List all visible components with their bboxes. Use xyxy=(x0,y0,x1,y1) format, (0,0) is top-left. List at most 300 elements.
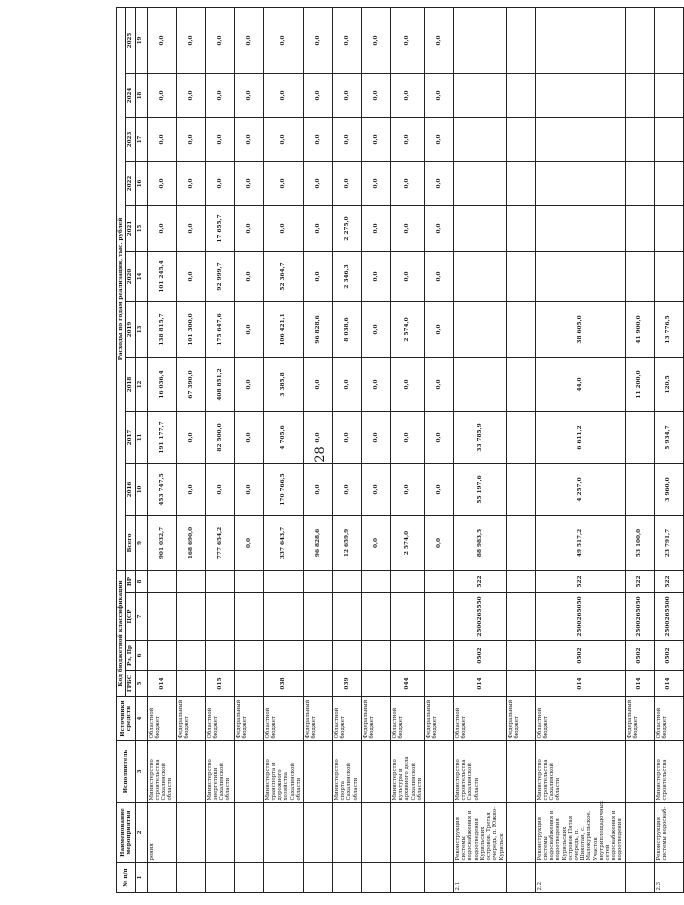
cell-name xyxy=(391,803,425,863)
cell-amount-2018: 120,5 xyxy=(654,357,683,411)
table-row xyxy=(391,7,425,892)
header-year-col: 2021 xyxy=(126,205,135,251)
cell-amount-2020: 0,0 xyxy=(234,251,263,301)
cell-amount-2022: 0,0 xyxy=(333,161,362,205)
cell-executor: Министерство строительства Сахалинской области xyxy=(454,741,507,803)
cell-rzpr xyxy=(425,641,454,671)
table-row xyxy=(654,7,683,892)
cell-no xyxy=(147,863,176,893)
cell-no xyxy=(205,863,234,893)
header-year-col: 2024 xyxy=(126,73,135,117)
cell-executor xyxy=(234,741,263,803)
cell-amount-2025: 0,0 xyxy=(234,7,263,73)
cell-rzpr: 0502 xyxy=(654,641,683,671)
cell-executor: Министерство строительства Сахалинской области xyxy=(147,741,176,803)
cell-amount-2019: 2 574,0 xyxy=(391,301,425,357)
cell-executor xyxy=(425,741,454,803)
cell-amount-2024: 0,0 xyxy=(176,73,205,117)
header-year-col: 2017 xyxy=(126,411,135,463)
cell-grbs xyxy=(506,671,535,697)
budget-table xyxy=(116,7,684,893)
cell-amount-2016: 4 257,0 xyxy=(535,463,625,515)
cell-amount-2025 xyxy=(506,7,535,73)
cell-amount-2024: 0,0 xyxy=(391,73,425,117)
cell-amount-2023: 0,0 xyxy=(425,117,454,161)
header-year-col: 2025 xyxy=(126,7,135,73)
cell-name: Реконструкция системы водоснабжения и водоотведения Курильских островов. Третья очередь, п. Южно-Курильск xyxy=(454,803,507,863)
cell-amount-2021 xyxy=(654,205,683,251)
cell-amount-2017: 191 177,7 xyxy=(147,411,176,463)
cell-amount-2022: 0,0 xyxy=(205,161,234,205)
table-row xyxy=(425,7,454,892)
cell-amount-2024 xyxy=(625,73,654,117)
cell-source: Областной бюджет xyxy=(205,697,234,741)
cell-no: 2.2 xyxy=(535,863,625,893)
cell-vr xyxy=(391,570,425,592)
cell-amount-2019: 0,0 xyxy=(234,301,263,357)
cell-amount-2019 xyxy=(506,301,535,357)
page-number: 28 xyxy=(312,446,328,463)
cell-amount-2022: 0,0 xyxy=(234,161,263,205)
cell-amount-2016: 170 766,5 xyxy=(263,463,303,515)
cell-no xyxy=(362,863,391,893)
column-index-cell: 15 xyxy=(135,205,147,251)
cell-amount-2017: 5 934,7 xyxy=(654,411,683,463)
table-row xyxy=(205,7,234,892)
cell-amount-2022: 0,0 xyxy=(263,161,303,205)
cell-amount-2016 xyxy=(506,463,535,515)
cell-amount-2025: 0,0 xyxy=(362,7,391,73)
cell-grbs: 014 xyxy=(454,671,507,697)
cell-grbs: 014 xyxy=(654,671,683,697)
cell-vr xyxy=(263,570,303,592)
cell-csr xyxy=(263,593,303,641)
cell-amount-2023: 0,0 xyxy=(362,117,391,161)
cell-csr xyxy=(391,593,425,641)
cell-name: Реконструкция системы водоснабжения и водоотведения Курильских островов Пятая очередь, п. Шикотан, с. Малокурильское. Участок внутриплощадочных сетей водоснабжения и водоотведения xyxy=(536,801,624,861)
cell-csr xyxy=(205,593,234,641)
cell-grbs: 014 xyxy=(625,671,654,697)
cell-amount-2024: 0,0 xyxy=(234,73,263,117)
cell-amount-2019: 8 038,6 xyxy=(333,301,362,357)
cell-amount-2024: 0,0 xyxy=(425,73,454,117)
cell-amount-2022: 0,0 xyxy=(176,161,205,205)
cell-rzpr xyxy=(391,641,425,671)
cell-amount-2016: 3 960,0 xyxy=(654,463,683,515)
cell-rzpr: 0502 xyxy=(535,641,625,671)
cell-vr xyxy=(205,570,234,592)
cell-vr xyxy=(234,570,263,592)
column-index-cell: 12 xyxy=(135,357,147,411)
table-row xyxy=(333,7,362,892)
cell-amount-2018: 0,0 xyxy=(391,357,425,411)
column-index-cell: 19 xyxy=(135,7,147,73)
cell-rzpr xyxy=(234,641,263,671)
table-body xyxy=(147,7,683,892)
cell-amount-2019 xyxy=(454,301,507,357)
cell-name xyxy=(263,803,303,863)
cell-csr xyxy=(176,593,205,641)
cell-amount-2025 xyxy=(454,7,507,73)
cell-amount-2021 xyxy=(535,205,625,251)
cell-grbs: 015 xyxy=(205,671,234,697)
table-row xyxy=(362,7,391,892)
cell-amount-2024 xyxy=(506,73,535,117)
cell-csr xyxy=(234,593,263,641)
cell-source: Областной бюджет xyxy=(454,697,507,741)
cell-amount-2020: 0,0 xyxy=(304,251,333,301)
header-kbk-col: ГРБС xyxy=(126,671,135,697)
cell-name: Реконструкция системы водоснаб- xyxy=(654,803,683,863)
cell-amount-2017: 0,0 xyxy=(304,411,333,463)
cell-amount-2018: 67 390,0 xyxy=(176,357,205,411)
cell-amount-2022 xyxy=(654,161,683,205)
cell-amount-2017: 0,0 xyxy=(234,411,263,463)
cell-executor: Министерство строительства xyxy=(654,741,683,803)
cell-vr xyxy=(506,570,535,592)
column-index-cell: 5 xyxy=(135,671,147,697)
cell-grbs xyxy=(425,671,454,697)
cell-amount-2021: 17 655,7 xyxy=(205,205,234,251)
cell-grbs: 044 xyxy=(391,671,425,697)
header-source: Источники средств xyxy=(117,697,136,741)
header-year-col: 2018 xyxy=(126,357,135,411)
cell-amount-2017: 0,0 xyxy=(333,411,362,463)
cell-amount-2021: 0,0 xyxy=(304,205,333,251)
cell-amount-2020 xyxy=(654,251,683,301)
header-expense-group: Расходы по годам реализации, тыс. рублей xyxy=(117,7,126,570)
cell-amount-Всего: 96 828,6 xyxy=(304,515,333,570)
cell-vr xyxy=(304,570,333,592)
cell-name xyxy=(234,803,263,863)
cell-amount-2021: 0,0 xyxy=(234,205,263,251)
column-index-cell: 1 xyxy=(135,863,147,893)
cell-amount-2024: 0,0 xyxy=(362,73,391,117)
cell-amount-2016: 453 747,5 xyxy=(147,463,176,515)
cell-amount-2024: 0,0 xyxy=(205,73,234,117)
cell-amount-2022 xyxy=(535,161,625,205)
cell-amount-Всего: 12 659,9 xyxy=(333,515,362,570)
cell-executor xyxy=(176,741,205,803)
cell-amount-2025: 0,0 xyxy=(425,7,454,73)
cell-name: рения xyxy=(147,803,176,863)
column-index-cell: 8 xyxy=(135,570,147,592)
cell-csr: 2500265050 xyxy=(535,593,625,641)
cell-vr xyxy=(176,570,205,592)
cell-amount-2021 xyxy=(506,205,535,251)
cell-amount-2025: 0,0 xyxy=(304,7,333,73)
header-year-col: Всего xyxy=(126,515,135,570)
cell-amount-2023: 0,0 xyxy=(304,117,333,161)
cell-amount-2023: 0,0 xyxy=(147,117,176,161)
cell-no: 2.1 xyxy=(454,863,507,893)
cell-amount-Всего: 49 517,2 xyxy=(535,515,625,570)
cell-amount-2023 xyxy=(454,117,507,161)
cell-source: Федеральный бюджет xyxy=(625,697,654,741)
cell-source: Областной бюджет xyxy=(535,697,625,741)
cell-vr: 522 xyxy=(625,570,654,592)
cell-rzpr: 0502 xyxy=(454,641,507,671)
cell-amount-2021: 0,0 xyxy=(425,205,454,251)
cell-amount-2018: 0,0 xyxy=(304,357,333,411)
cell-amount-2017 xyxy=(506,411,535,463)
cell-executor: Министерство спорта Сахалинской области xyxy=(333,741,362,803)
cell-amount-2019: 175 647,6 xyxy=(205,301,234,357)
column-index-cell: 18 xyxy=(135,73,147,117)
column-index-cell: 6 xyxy=(135,641,147,671)
cell-amount-2025: 0,0 xyxy=(391,7,425,73)
column-index-cell: 9 xyxy=(135,515,147,570)
table-row xyxy=(535,7,625,892)
cell-amount-2016: 0,0 xyxy=(304,463,333,515)
cell-name xyxy=(506,803,535,863)
cell-amount-2021: 0,0 xyxy=(362,205,391,251)
cell-amount-Всего: 23 791,7 xyxy=(654,515,683,570)
cell-amount-2023 xyxy=(535,117,625,161)
cell-rzpr xyxy=(147,641,176,671)
cell-amount-2020: 2 346,3 xyxy=(333,251,362,301)
cell-rzpr xyxy=(176,641,205,671)
cell-amount-2019: 0,0 xyxy=(425,301,454,357)
cell-amount-Всего xyxy=(506,515,535,570)
cell-amount-2016: 55 197,6 xyxy=(454,463,507,515)
cell-executor: Министерство транспорта и дорожного хозяйства Сахалинской области xyxy=(263,741,303,803)
cell-amount-2024: 0,0 xyxy=(263,73,303,117)
cell-source: Областной бюджет xyxy=(147,697,176,741)
cell-no: 2.3 xyxy=(654,863,683,893)
header-name: Наименование мероприятия xyxy=(117,803,136,863)
cell-executor: Министерство энергетики Сахалинской области xyxy=(205,741,234,803)
cell-grbs xyxy=(304,671,333,697)
cell-amount-2019: 13 776,5 xyxy=(654,301,683,357)
cell-amount-2020: 0,0 xyxy=(362,251,391,301)
cell-amount-Всего: 777 654,2 xyxy=(205,515,234,570)
cell-csr xyxy=(506,593,535,641)
cell-rzpr xyxy=(506,641,535,671)
cell-amount-2023 xyxy=(625,117,654,161)
cell-amount-2020: 52 364,7 xyxy=(263,251,303,301)
cell-amount-2023: 0,0 xyxy=(176,117,205,161)
cell-amount-2016: 0,0 xyxy=(425,463,454,515)
cell-csr: 2500265050 xyxy=(625,593,654,641)
cell-amount-2016: 0,0 xyxy=(234,463,263,515)
cell-no xyxy=(425,863,454,893)
cell-amount-2017: 82 500,0 xyxy=(205,411,234,463)
cell-rzpr xyxy=(333,641,362,671)
cell-amount-2023: 0,0 xyxy=(391,117,425,161)
cell-rzpr xyxy=(263,641,303,671)
cell-amount-Всего: 0,0 xyxy=(362,515,391,570)
cell-executor: Министерство строительства Сахалинской области xyxy=(535,741,625,803)
header-year-col: 2020 xyxy=(126,251,135,301)
cell-amount-2016: 0,0 xyxy=(391,463,425,515)
cell-no xyxy=(333,863,362,893)
cell-amount-2017: 33 785,9 xyxy=(454,411,507,463)
cell-name xyxy=(333,803,362,863)
cell-amount-2018 xyxy=(506,357,535,411)
cell-amount-Всего: 337 643,7 xyxy=(263,515,303,570)
cell-amount-2022: 0,0 xyxy=(391,161,425,205)
cell-executor: Министерство культуры и архивного дела Сахалинской области xyxy=(391,741,425,803)
cell-rzpr xyxy=(205,641,234,671)
header-kbk-col: Рз, Пр xyxy=(126,641,135,671)
cell-amount-2021: 0,0 xyxy=(147,205,176,251)
cell-amount-2024: 0,0 xyxy=(304,73,333,117)
cell-no xyxy=(234,863,263,893)
cell-vr xyxy=(362,570,391,592)
table-row xyxy=(147,7,176,892)
cell-no xyxy=(304,863,333,893)
cell-amount-2019: 138 815,7 xyxy=(147,301,176,357)
cell-amount-2024: 0,0 xyxy=(333,73,362,117)
cell-amount-2021: 0,0 xyxy=(263,205,303,251)
cell-grbs: 038 xyxy=(263,671,303,697)
cell-executor xyxy=(625,741,654,803)
cell-amount-2019: 38 605,0 xyxy=(535,301,625,357)
cell-rzpr: 0502 xyxy=(625,641,654,671)
table-row xyxy=(506,7,535,892)
cell-amount-2023 xyxy=(506,117,535,161)
cell-no xyxy=(176,863,205,893)
cell-vr xyxy=(147,570,176,592)
cell-amount-2017 xyxy=(625,411,654,463)
cell-amount-2025: 0,0 xyxy=(176,7,205,73)
cell-amount-2020 xyxy=(454,251,507,301)
cell-csr: 2500265550 xyxy=(454,593,507,641)
cell-amount-2019: 106 421,1 xyxy=(263,301,303,357)
cell-amount-2023: 0,0 xyxy=(234,117,263,161)
cell-amount-2019: 41 900,0 xyxy=(625,301,654,357)
cell-amount-2018: 0,0 xyxy=(425,357,454,411)
cell-vr xyxy=(333,570,362,592)
cell-amount-2021: 0,0 xyxy=(176,205,205,251)
cell-amount-Всего: 2 574,0 xyxy=(391,515,425,570)
table-row xyxy=(176,7,205,892)
cell-amount-2023: 0,0 xyxy=(205,117,234,161)
cell-name xyxy=(205,803,234,863)
table-row xyxy=(234,7,263,892)
cell-amount-2022 xyxy=(454,161,507,205)
cell-executor xyxy=(506,741,535,803)
cell-amount-2020: 0,0 xyxy=(425,251,454,301)
column-index-cell: 10 xyxy=(135,463,147,515)
cell-amount-2020: 92 999,7 xyxy=(205,251,234,301)
header-year-col: 2016 xyxy=(126,463,135,515)
column-index-cell: 16 xyxy=(135,161,147,205)
cell-vr: 522 xyxy=(654,570,683,592)
cell-amount-2016: 0,0 xyxy=(205,463,234,515)
cell-source: Федеральный бюджет xyxy=(362,697,391,741)
cell-grbs: 039 xyxy=(333,671,362,697)
cell-name xyxy=(425,803,454,863)
cell-no xyxy=(263,863,303,893)
column-index-cell: 17 xyxy=(135,117,147,161)
cell-amount-2025 xyxy=(625,7,654,73)
cell-amount-2020 xyxy=(506,251,535,301)
cell-grbs xyxy=(234,671,263,697)
cell-amount-Всего: 0,0 xyxy=(425,515,454,570)
cell-amount-2024 xyxy=(535,73,625,117)
column-index-cell: 2 xyxy=(135,803,147,863)
table-row xyxy=(263,7,303,892)
header-year-col: 2022 xyxy=(126,161,135,205)
column-index-cell: 11 xyxy=(135,411,147,463)
cell-grbs xyxy=(362,671,391,697)
cell-amount-2016 xyxy=(625,463,654,515)
cell-amount-2024 xyxy=(454,73,507,117)
cell-amount-2017: 0,0 xyxy=(391,411,425,463)
cell-amount-2017: 0,0 xyxy=(425,411,454,463)
cell-amount-2018: 408 851,2 xyxy=(205,357,234,411)
cell-amount-2020: 101 245,4 xyxy=(147,251,176,301)
cell-amount-2018: 0,0 xyxy=(362,357,391,411)
cell-amount-2025: 0,0 xyxy=(263,7,303,73)
cell-amount-2020: 0,0 xyxy=(391,251,425,301)
cell-vr xyxy=(425,570,454,592)
cell-source: Областной бюджет xyxy=(391,697,425,741)
cell-amount-2016: 0,0 xyxy=(333,463,362,515)
header-executor: Исполнитель xyxy=(117,741,136,803)
cell-amount-2020 xyxy=(625,251,654,301)
cell-amount-2020: 0,0 xyxy=(176,251,205,301)
column-index-cell: 7 xyxy=(135,593,147,641)
cell-amount-2025: 0,0 xyxy=(147,7,176,73)
cell-name xyxy=(362,803,391,863)
cell-amount-2022: 0,0 xyxy=(362,161,391,205)
cell-amount-2021 xyxy=(454,205,507,251)
cell-vr: 522 xyxy=(454,570,507,592)
cell-csr xyxy=(425,593,454,641)
cell-amount-2017: 0,0 xyxy=(176,411,205,463)
cell-source: Федеральный бюджет xyxy=(304,697,333,741)
cell-executor xyxy=(304,741,333,803)
table-row xyxy=(304,7,333,892)
cell-amount-2016: 0,0 xyxy=(176,463,205,515)
cell-source: Федеральный бюджет xyxy=(506,697,535,741)
cell-amount-2022: 0,0 xyxy=(147,161,176,205)
cell-csr: 2500265500 xyxy=(654,593,683,641)
cell-amount-2021: 2 275,0 xyxy=(333,205,362,251)
cell-amount-2025 xyxy=(535,7,625,73)
cell-amount-2024: 0,0 xyxy=(147,73,176,117)
cell-csr xyxy=(333,593,362,641)
cell-source: Федеральный бюджет xyxy=(425,697,454,741)
cell-name xyxy=(625,803,654,863)
cell-amount-2018: 0,0 xyxy=(234,357,263,411)
header-kbk-col: ВР xyxy=(126,570,135,592)
cell-amount-2024 xyxy=(654,73,683,117)
cell-amount-2018: 0,0 xyxy=(333,357,362,411)
cell-rzpr xyxy=(362,641,391,671)
cell-amount-Всего: 88 983,5 xyxy=(454,515,507,570)
cell-amount-Всего: 168 690,0 xyxy=(176,515,205,570)
header-kbk-col: ЦСР xyxy=(126,593,135,641)
header-year-col: 2019 xyxy=(126,301,135,357)
cell-source: Федеральный бюджет xyxy=(234,697,263,741)
cell-amount-2018: 11 200,0 xyxy=(625,357,654,411)
cell-amount-2017: 6 611,2 xyxy=(535,411,625,463)
cell-amount-Всего: 0,0 xyxy=(234,515,263,570)
cell-amount-2016: 0,0 xyxy=(362,463,391,515)
cell-amount-2025 xyxy=(654,7,683,73)
cell-amount-2018: 3 385,8 xyxy=(263,357,303,411)
cell-amount-2018: 44,0 xyxy=(535,357,625,411)
table-row xyxy=(625,7,654,892)
cell-no xyxy=(625,863,654,893)
cell-amount-2018 xyxy=(454,357,507,411)
cell-no xyxy=(506,863,535,893)
cell-csr xyxy=(147,593,176,641)
